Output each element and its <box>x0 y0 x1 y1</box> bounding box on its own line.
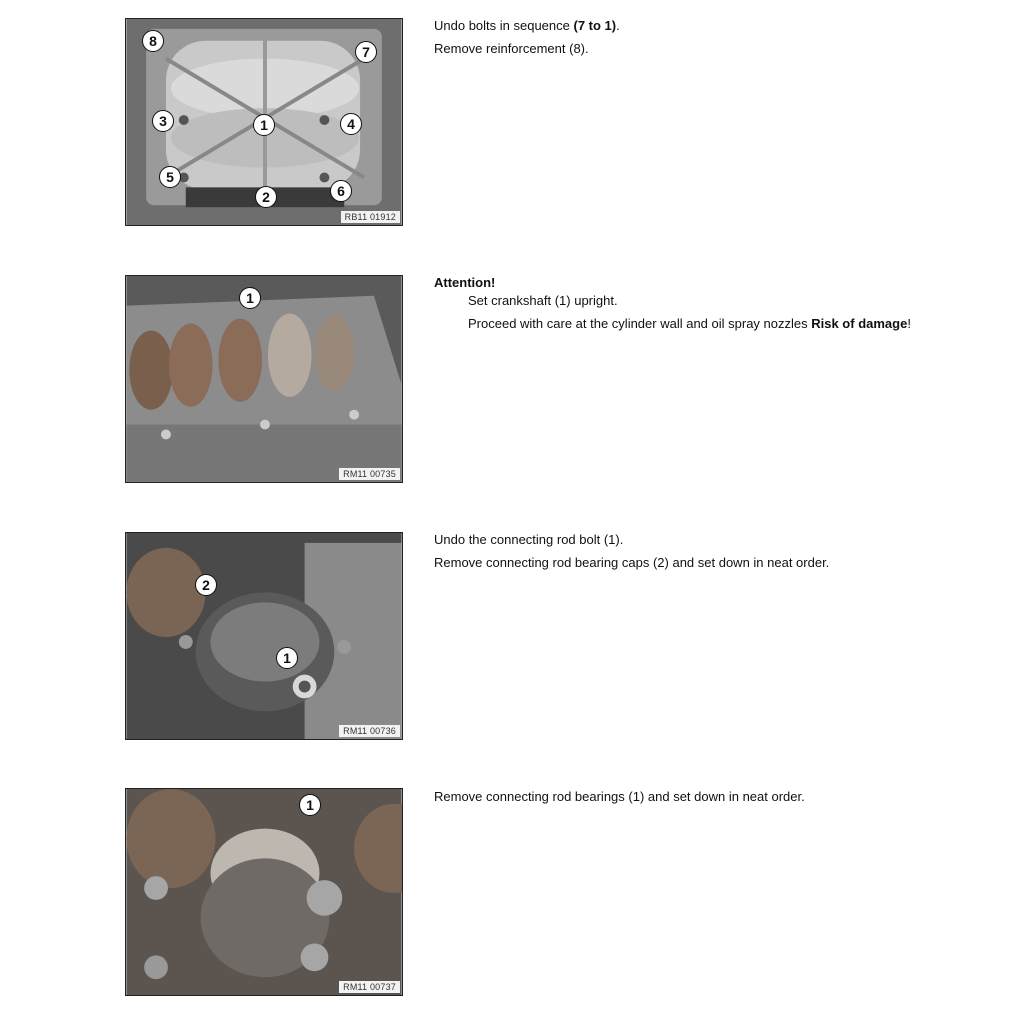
callout-6: 6 <box>330 180 352 202</box>
callout-2: 2 <box>255 186 277 208</box>
step4-bearing-image <box>126 789 402 995</box>
step4-instructions <box>434 788 914 811</box>
callout-1: 1 <box>299 794 321 816</box>
instruction-line: Remove connecting rod bearings (1) and set down in neat order. <box>434 789 805 804</box>
attention-heading: Attention! <box>434 275 496 290</box>
instruction-line: Remove reinforcement (8). <box>434 41 589 56</box>
step3-instructions <box>434 531 914 577</box>
instruction-line: Undo the connecting rod bolt (1). <box>434 532 624 547</box>
step4-photo <box>125 788 403 996</box>
step2-photo <box>125 275 403 483</box>
image-reference-tag: RB11 01912 <box>341 211 400 223</box>
callout-1: 1 <box>253 114 275 136</box>
instruction-line: Undo bolts in sequence (7 to 1). <box>434 18 620 33</box>
callout-5: 5 <box>159 166 181 188</box>
instruction-line: Remove connecting rod bearing caps (2) and set down in neat order. <box>434 555 830 570</box>
step1-photo <box>125 18 403 226</box>
step2-crankshaft-image <box>126 276 402 482</box>
instruction-line: Set crankshaft (1) upright. <box>468 293 618 308</box>
instruction-line: Proceed with care at the cylinder wall and oil spray nozzles Risk of damage! <box>468 316 911 331</box>
step3-conrod-image <box>126 533 402 739</box>
step2-instructions <box>434 274 914 338</box>
callout-2: 2 <box>195 574 217 596</box>
image-reference-tag: RM11 00736 <box>339 725 400 737</box>
callout-7: 7 <box>355 41 377 63</box>
callout-3: 3 <box>152 110 174 132</box>
callout-8: 8 <box>142 30 164 52</box>
image-reference-tag: RM11 00737 <box>339 981 400 993</box>
image-reference-tag: RM11 00735 <box>339 468 400 480</box>
callout-4: 4 <box>340 113 362 135</box>
step3-photo <box>125 532 403 740</box>
callout-1: 1 <box>276 647 298 669</box>
step1-instructions <box>434 17 914 63</box>
callout-1: 1 <box>239 287 261 309</box>
